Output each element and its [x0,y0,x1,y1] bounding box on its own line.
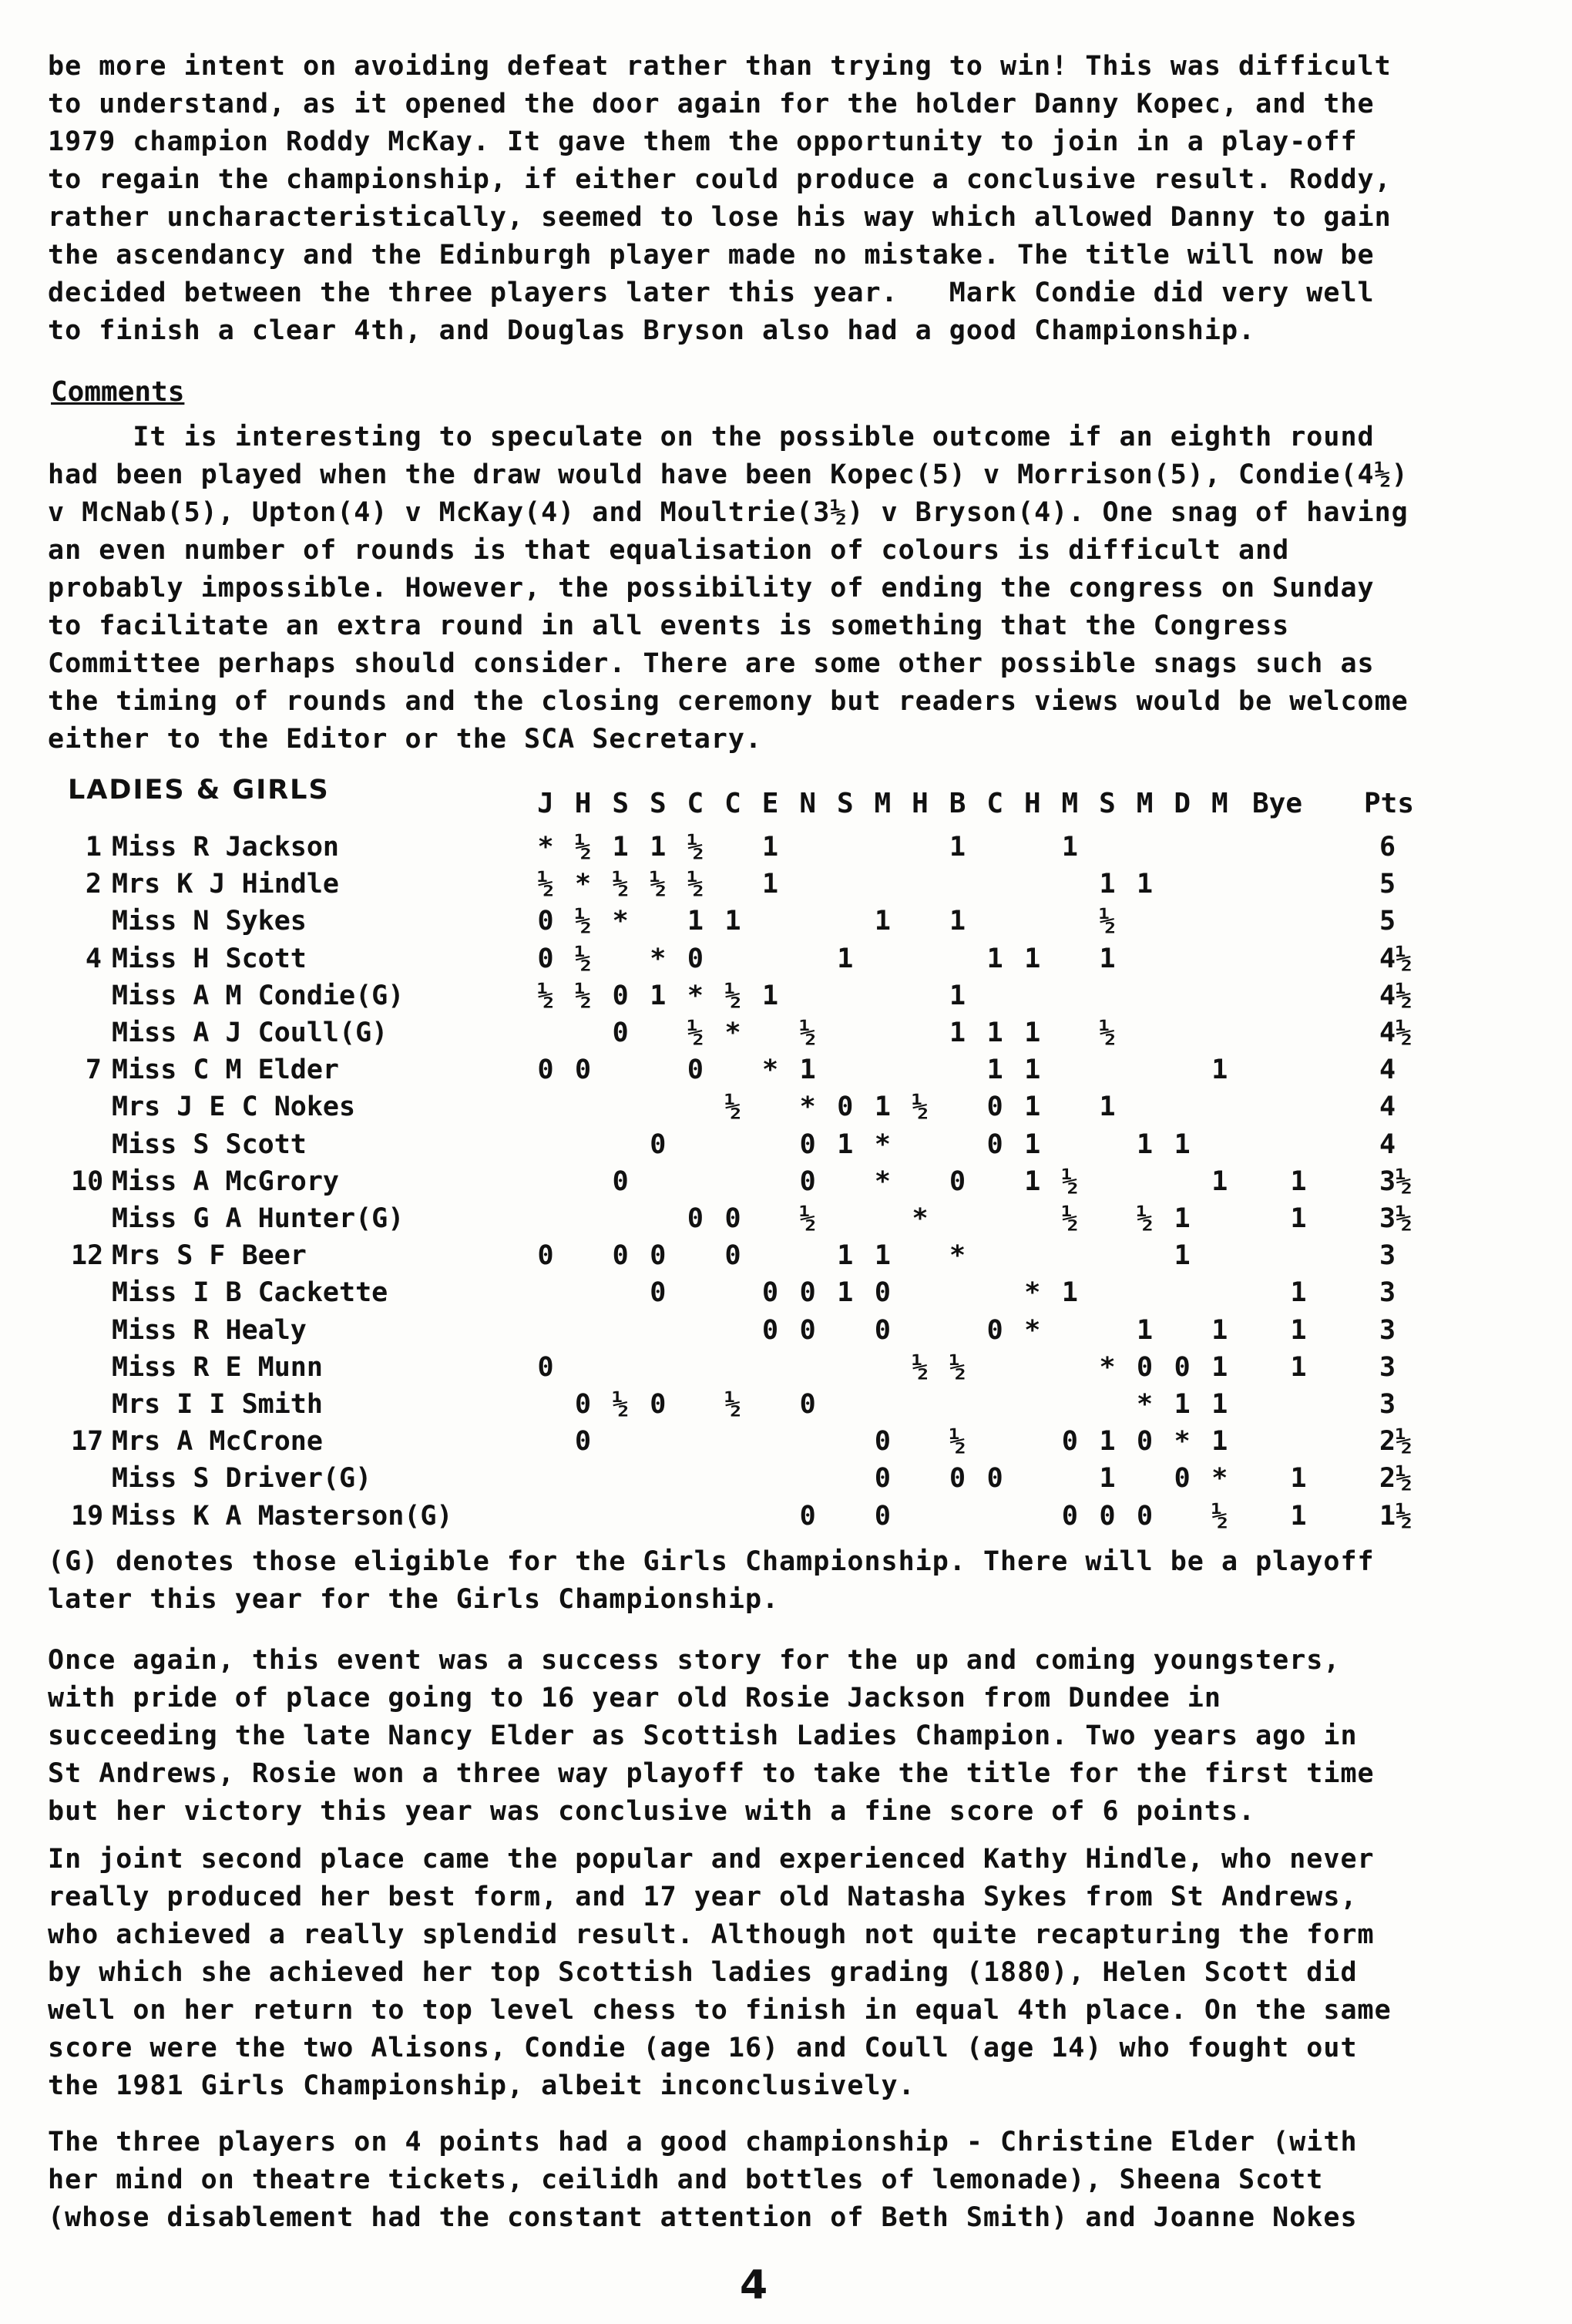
text-line: rather uncharacteristically, seemed to lose his way which allowed Danny to gain [48,202,1392,233]
result-cell: ½ [537,869,554,900]
result-cell: * [1137,1389,1154,1420]
table-row [0,1051,1572,1088]
result-cell: 1 [1099,869,1116,900]
text-line: who achieved a really splendid result. Although not quite recapturing the form [48,1919,1375,1950]
bye-cell: 1 [1290,1203,1307,1234]
result-cell: 0 [687,1203,704,1234]
result-cell: 1 [1137,1314,1154,1346]
table-row [0,940,1572,977]
result-cell: * [1024,1314,1041,1346]
table-row [0,903,1572,940]
result-cell: ½ [575,980,592,1011]
row-rank: 1 [85,832,102,863]
result-cell: 0 [874,1277,891,1309]
result-cell: 0 [575,1054,592,1086]
table-row [0,1126,1572,1163]
table-row [0,1163,1572,1200]
text-line: the ascendancy and the Edinburgh player made no mistake. The title will now be [48,240,1375,271]
player-name: Miss A McGrory [112,1165,340,1197]
table-row [0,1460,1572,1497]
points-cell: 2½ [1379,1463,1412,1495]
result-cell: ½ [687,832,704,863]
result-cell: 0 [799,1277,816,1309]
result-cell: * [1024,1277,1041,1309]
result-cell: ½ [687,1017,704,1048]
text-line: to regain the championship, if either could produce a conclusive result. Roddy, [48,164,1392,195]
result-cell: 0 [537,1054,554,1086]
result-cell: 1 [1099,943,1116,974]
player-name: Mrs J E C Nokes [112,1091,356,1123]
text-line: (G) denotes those eligible for the Girls Championship. There will be a playoff [48,1546,1375,1577]
text-line: an even number of rounds is that equalisation of colours is difficult and [48,535,1290,566]
result-cell: 1 [1137,1128,1154,1160]
result-cell: 1 [1024,1091,1041,1123]
result-cell: 1 [1211,1314,1228,1346]
result-cell: ½ [799,1203,816,1234]
result-cell: 1 [650,832,667,863]
table-row [0,1386,1572,1423]
column-header: H [1023,788,1041,819]
result-cell: 0 [874,1500,891,1532]
row-rank: 2 [85,869,102,900]
result-cell: 1 [1024,1054,1041,1086]
table-row [0,1312,1572,1349]
column-header: H [574,788,592,819]
text-line: St Andrews, Rosie won a three way playoff to take the title for the first time [48,1758,1375,1789]
text-line: probably impossible. However, the possibility of ending the congress on Sunday [48,573,1375,604]
result-cell: 1 [837,1128,854,1160]
result-cell: * [612,906,629,937]
result-cell: ½ [1061,1165,1078,1197]
text-line: but her victory this year was conclusive with a fine score of 6 points. [48,1796,1256,1827]
points-cell: 3 [1379,1314,1396,1346]
result-cell: 0 [799,1128,816,1160]
table-row [0,1088,1572,1125]
result-cell: 0 [949,1165,966,1197]
result-cell: ½ [612,1389,629,1420]
result-cell: * [1099,1351,1116,1383]
result-cell: 0 [537,1351,554,1383]
result-cell: 1 [1211,1389,1228,1420]
result-cell: 0 [612,1165,629,1197]
result-cell: * [762,1054,779,1086]
result-cell: 0 [986,1128,1003,1160]
result-cell: * [724,1017,741,1048]
result-cell: 0 [1061,1500,1078,1532]
table-row [0,866,1572,903]
text-line: the timing of rounds and the closing ceremony but readers views would be welcome [48,686,1409,717]
result-cell: 0 [1061,1426,1078,1458]
result-cell: 1 [762,980,779,1011]
result-cell: 0 [874,1426,891,1458]
text-line: decided between the three players later this year. Mark Condie did very well [48,277,1375,308]
result-cell: 0 [762,1277,779,1309]
result-cell: 1 [1099,1091,1116,1123]
result-cell: 0 [986,1463,1003,1495]
result-cell: ½ [1061,1203,1078,1234]
result-cell: ½ [1137,1203,1154,1234]
result-cell: 1 [1211,1351,1228,1383]
table-row [0,1423,1572,1460]
player-name: Miss G A Hunter(G) [112,1203,405,1234]
result-cell: 1 [1211,1426,1228,1458]
result-cell: 0 [1174,1351,1191,1383]
result-cell: 0 [650,1389,667,1420]
result-cell: 1 [612,832,629,863]
result-cell: 0 [1174,1463,1191,1495]
result-cell: 0 [874,1314,891,1346]
column-header: M [1136,788,1154,819]
points-cell: 3 [1379,1389,1396,1420]
result-cell: 0 [762,1314,779,1346]
row-rank: 7 [85,1054,102,1086]
player-name: Mrs K J Hindle [112,869,340,900]
row-rank: 10 [71,1165,104,1197]
column-header: M [874,788,892,819]
table-row [0,1237,1572,1274]
result-cell: * [537,832,554,863]
result-cell: 1 [1061,832,1078,863]
text-line: either to the Editor or the SCA Secretary. [48,724,763,755]
result-cell: 0 [724,1240,741,1272]
result-cell: 0 [799,1165,816,1197]
text-line: It is interesting to speculate on the possible outcome if an eighth round [48,422,1375,452]
column-header: M [1211,788,1228,819]
player-name: Miss C M Elder [112,1054,340,1086]
bye-cell: 1 [1290,1351,1307,1383]
points-cell: 2½ [1379,1426,1412,1458]
result-cell: 0 [612,1240,629,1272]
page-number: 4 [740,2262,768,2309]
result-cell: 1 [1099,1426,1116,1458]
result-cell: 1 [1024,1017,1041,1048]
text-line: In joint second place came the popular and experienced Kathy Hindle, who never [48,1844,1375,1875]
result-cell: ½ [1099,1017,1116,1048]
result-cell: 0 [949,1463,966,1495]
result-cell: 1 [762,869,779,900]
result-cell: * [1174,1426,1191,1458]
text-line: be more intent on avoiding defeat rather than trying to win! This was difficult [48,51,1392,82]
result-cell: 1 [986,1017,1003,1048]
result-cell: 1 [1174,1128,1191,1160]
result-cell: 1 [874,1091,891,1123]
points-cell: 5 [1379,869,1396,900]
result-cell: 1 [949,906,966,937]
result-cell: 1 [724,906,741,937]
column-header: N [799,788,817,819]
result-cell: ½ [799,1017,816,1048]
points-cell: 3½ [1379,1203,1412,1234]
result-cell: 0 [612,980,629,1011]
result-cell: 1 [762,832,779,863]
table-row [0,1349,1572,1386]
points-cell: 5 [1379,906,1396,937]
column-header: C [687,788,704,819]
text-line: to facilitate an extra round in all events is something that the Congress [48,610,1290,641]
result-cell: * [575,869,592,900]
result-cell: 0 [986,1091,1003,1123]
result-cell: 0 [537,943,554,974]
result-cell: 1 [837,1240,854,1272]
column-header: D [1174,788,1191,819]
result-cell: 1 [1024,1128,1041,1160]
column-header: E [761,788,779,819]
result-cell: 0 [650,1240,667,1272]
bye-cell: 1 [1290,1277,1307,1309]
text-line: with pride of place going to 16 year old Rosie Jackson from Dundee in [48,1683,1221,1714]
player-name: Miss S Driver(G) [112,1463,372,1495]
points-cell: 6 [1379,832,1396,863]
row-rank: 4 [85,943,102,974]
result-cell: 1 [949,832,966,863]
player-name: Miss I B Cackette [112,1277,388,1309]
four-points-paragraph [48,2124,1512,2237]
result-cell: 0 [799,1389,816,1420]
bye-cell: 1 [1290,1165,1307,1197]
result-cell: * [949,1240,966,1272]
result-cell: 0 [612,1017,629,1048]
table-row [0,1014,1572,1051]
result-cell: 0 [799,1314,816,1346]
comments-heading: Comments [51,376,185,408]
result-cell: ½ [949,1351,966,1383]
row-rank: 17 [71,1426,104,1458]
player-name: Miss R Jackson [112,832,340,863]
result-cell: 0 [650,1277,667,1309]
result-cell: 0 [687,943,704,974]
text-line: by which she achieved her top Scottish ladies grading (1880), Helen Scott did [48,1957,1358,1988]
column-header: H [912,788,929,819]
result-cell: * [1211,1463,1228,1495]
intro-paragraph [48,48,1512,350]
player-name: Miss S Scott [112,1128,307,1160]
result-cell: ½ [612,869,629,900]
column-header: J [537,788,554,819]
text-line: 1979 champion Roddy McKay. It gave them the opportunity to join in a play-off [48,126,1358,157]
result-cell: 0 [986,1314,1003,1346]
player-name: Miss R Healy [112,1314,307,1346]
points-cell: 4 [1379,1091,1396,1123]
result-cell: 0 [1099,1500,1116,1532]
column-header: B [949,788,966,819]
player-name: Miss N Sykes [112,906,307,937]
result-cell: 1 [799,1054,816,1086]
text-line: later this year for the Girls Championship. [48,1584,780,1615]
player-name: Miss R E Munn [112,1351,323,1383]
text-line: to understand, as it opened the door again for the holder Danny Kopec, and the [48,89,1375,119]
result-cell: ½ [575,943,592,974]
result-cell: 0 [724,1203,741,1234]
table-row [0,977,1572,1014]
result-cell: ½ [912,1091,929,1123]
result-cell: ½ [575,832,592,863]
row-rank: 19 [71,1500,104,1532]
result-cell: ½ [949,1426,966,1458]
column-header: S [649,788,667,819]
player-name: Mrs A McCrone [112,1426,323,1458]
bye-cell: 1 [1290,1500,1307,1532]
player-name: Miss A J Coull(G) [112,1017,388,1048]
points-cell: 4 [1379,1054,1396,1086]
points-cell: 3 [1379,1351,1396,1383]
result-cell: ½ [687,869,704,900]
points-cell: 4½ [1379,943,1412,974]
result-cell: * [799,1091,816,1123]
points-cell: 3 [1379,1240,1396,1272]
column-header: S [612,788,630,819]
text-line: her mind on theatre tickets, ceilidh and bottles of lemonade), Sheena Scott [48,2164,1324,2195]
youngsters-paragraph [48,1642,1512,1831]
text-line: Once again, this event was a success story for the up and coming youngsters, [48,1645,1341,1676]
pts-column-header: Pts [1364,788,1415,819]
result-cell: 1 [837,1277,854,1309]
points-cell: 1½ [1379,1500,1412,1532]
result-cell: 0 [1137,1351,1154,1383]
result-cell: 0 [687,1054,704,1086]
result-cell: * [874,1165,891,1197]
text-line: to finish a clear 4th, and Douglas Bryson also had a good Championship. [48,315,1256,346]
text-line: succeeding the late Nancy Elder as Scottish Ladies Champion. Two years ago in [48,1720,1358,1751]
result-cell: 0 [537,906,554,937]
result-cell: ½ [724,1389,741,1420]
result-cell: 1 [1211,1054,1228,1086]
text-line: the 1981 Girls Championship, albeit inconclusively. [48,2070,915,2101]
column-header: M [1061,788,1079,819]
text-line: The three players on 4 points had a good championship - Christine Elder (with [48,2127,1358,2158]
result-cell: 0 [1137,1426,1154,1458]
bye-cell: 1 [1290,1463,1307,1495]
result-cell: ½ [537,980,554,1011]
text-line: score were the two Alisons, Condie (age 16) and Coull (age 14) who fought out [48,2033,1358,2063]
result-cell: 0 [874,1463,891,1495]
result-cell: 1 [687,906,704,937]
player-name: Miss K A Masterson(G) [112,1500,453,1532]
table-row [0,1498,1572,1535]
result-cell: ½ [724,980,741,1011]
result-cell: * [912,1203,929,1234]
result-cell: ½ [575,906,592,937]
result-cell: 0 [837,1091,854,1123]
result-cell: 0 [1137,1500,1154,1532]
table-row [0,829,1572,866]
bye-cell: 1 [1290,1314,1307,1346]
result-cell: 1 [949,1017,966,1048]
player-name: Miss A M Condie(G) [112,980,405,1011]
result-cell: 1 [1137,869,1154,900]
points-cell: 3½ [1379,1165,1412,1197]
result-cell: ½ [1211,1500,1228,1532]
column-header: C [986,788,1004,819]
result-cell: 1 [650,980,667,1011]
result-cell: 1 [874,1240,891,1272]
text-line: (whose disablement had the constant attention of Beth Smith) and Joanne Nokes [48,2202,1358,2233]
text-line: v McNab(5), Upton(4) v McKay(4) and Moultrie(3½) v Bryson(4). One snag of having [48,497,1409,528]
result-cell: 1 [1174,1203,1191,1234]
text-line: well on her return to top level chess to finish in equal 4th place. On the same [48,1995,1392,2026]
points-cell: 4½ [1379,980,1412,1011]
result-cell: 0 [799,1500,816,1532]
result-cell: ½ [724,1091,741,1123]
result-cell: 0 [575,1426,592,1458]
result-cell: ½ [650,869,667,900]
result-cell: * [687,980,704,1011]
result-cell: 1 [1174,1389,1191,1420]
result-cell: ½ [1099,906,1116,937]
points-cell: 4½ [1379,1017,1412,1048]
points-cell: 3 [1379,1277,1396,1309]
result-cell: 1 [874,906,891,937]
result-cell: 1 [837,943,854,974]
result-cell: 1 [949,980,966,1011]
column-header: C [724,788,741,819]
result-cell: 1 [1024,1165,1041,1197]
player-name: Miss H Scott [112,943,307,974]
table-title: LADIES & GIRLS [68,775,330,805]
player-name: Mrs I I Smith [112,1389,323,1420]
column-header: S [836,788,854,819]
table-row [0,1274,1572,1311]
result-cell: * [650,943,667,974]
result-cell: * [874,1128,891,1160]
result-cell: 1 [986,1054,1003,1086]
result-cell: 1 [1061,1277,1078,1309]
result-cell: 1 [1211,1165,1228,1197]
column-header: S [1099,788,1116,819]
points-cell: 4 [1379,1128,1396,1160]
comments-paragraph [48,419,1512,758]
row-rank: 12 [71,1240,104,1272]
second-place-paragraph [48,1841,1512,2105]
text-line: had been played when the draw would have been Kopec(5) v Morrison(5), Condie(4½) [48,459,1409,490]
result-cell: 0 [650,1128,667,1160]
result-cell: 1 [1024,943,1041,974]
girls-note-paragraph [48,1543,1512,1619]
bye-column-header: Bye [1252,788,1303,819]
result-cell: ½ [912,1351,929,1383]
result-cell: 0 [537,1240,554,1272]
player-name: Mrs S F Beer [112,1240,307,1272]
result-cell: 1 [1099,1463,1116,1495]
text-line: Committee perhaps should consider. There are some other possible snags such as [48,648,1375,679]
result-cell: 1 [1174,1240,1191,1272]
table-row [0,1200,1572,1237]
result-cell: 0 [575,1389,592,1420]
result-cell: 1 [986,943,1003,974]
text-line: really produced her best form, and 17 year old Natasha Sykes from St Andrews, [48,1882,1358,1912]
